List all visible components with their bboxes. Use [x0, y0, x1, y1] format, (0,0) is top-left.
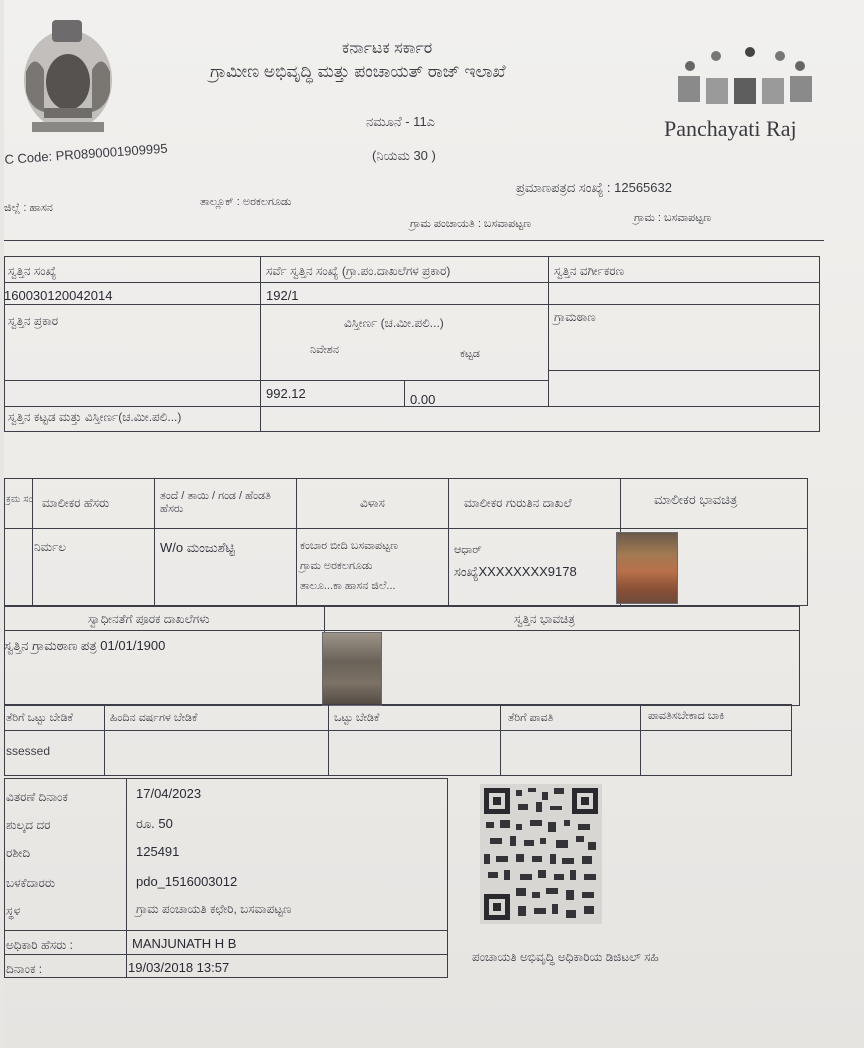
digital-signature-label: ಪಂಚಾಯತಿ ಅಭಿವೃದ್ಧಿ ಅಧಿಕಾರಿಯ ಡಿಜಿಟಲ್ ಸಹಿ [472, 950, 659, 964]
signed-date-label: ದಿನಾಂಕ : [6, 962, 43, 976]
panchayati-raj-title: Panchayati Raj [664, 116, 797, 141]
supporting-docs-label: ಸ್ವಾಧೀನತೆಗೆ ಪೂರಕ ದಾಖಲೆಗಳು [88, 612, 210, 626]
signed-date-value: 19/03/2018 13:57 [128, 960, 230, 975]
tax-paid-header: ತೆರಿಗೆ ಪಾವತಿ [508, 712, 554, 724]
rule-number: (ನಿಯಮ 30 ) [372, 148, 436, 163]
certificate-number: ಪ್ರಮಾಣಪತ್ರದ ಸಂಖ್ಯೆ : 12565632 [516, 180, 672, 195]
receipt-label: ರಶೀದಿ [6, 846, 31, 860]
certificate-code: C Code: PR0890001909995 [4, 140, 169, 167]
user-value: pdo_1516003012 [136, 874, 238, 889]
tax-total-header: ತೆರಿಗೆ ಒಟ್ಟು ಬೇಡಿಕೆ [6, 712, 73, 724]
address-line-2: ಗ್ರಾಮ ಅರಕಲಗೂಡು [300, 560, 373, 572]
village-label: ಗ್ರಾಮ : ಬಸವಾಪಟ್ಟಣ [634, 212, 712, 224]
relation-column-header: ತಂದೆ / ತಾಯಿ / ಗಂಡ / ಹೆಂಡತಿ ಹೆಸರು [160, 490, 271, 515]
tax-demand-header: ಒಟ್ಟು ಬೇಡಿಕೆ [334, 712, 380, 724]
fee-value: ರೂ. 50 [136, 816, 173, 831]
tax-previous-header: ಹಿಂದಿನ ವರ್ಷಗಳ ಬೇಡಿಕೆ [110, 712, 198, 724]
relation-value: W/o ಮಂಜುಶೆಟ್ಟಿ [160, 540, 235, 555]
officer-label: ಅಧಿಕಾರಿ ಹೆಸರು : [6, 938, 73, 952]
survey-number-label: ಸರ್ವೆ ಸ್ವತ್ತಿನ ಸಂಖ್ಯೆ (ಗ್ರಾ.ಪಂ.ದಾಖಲೆಗಳ ಪ್ರಕಾರ) [266, 264, 451, 278]
serial-column-header: ಕ್ರಮ ಸಂ [6, 494, 33, 505]
district-label: ಜಿಲ್ಲೆ : ಹಾಸನ [4, 202, 53, 214]
address-line-1: ಕಂಬಾರ ಬೀದಿ ಬಸವಾಪಟ್ಟಣ [300, 540, 398, 552]
property-number-label: ಸ್ವತ್ತಿನ ಸಂಖ್ಯೆ [8, 264, 57, 278]
classification-value: ಗ್ರಾಮಠಾಣ [554, 310, 596, 324]
receipt-value: 125491 [136, 844, 180, 859]
site-label: ನಿವೇಶನ [310, 344, 339, 356]
tax-balance-header: ಪಾವತಿಸಬೇಕಾದ ಬಾಕಿ [648, 710, 725, 722]
owner-name-value: ನಿರ್ಮಲ [34, 540, 67, 554]
form-name: ನಮೂನೆ - 11ಎ [366, 114, 436, 129]
id-type: ಆಧಾರ್ [454, 544, 482, 556]
property-type-label: ಸ್ವತ್ತಿನ ಪ್ರಕಾರ [8, 314, 59, 328]
user-label: ಬಳಕೆದಾರರು [6, 876, 56, 890]
site-area-value: 992.12 [266, 386, 306, 401]
department-title: ಗ್ರಾಮೀಣ ಅಭಿವೃದ್ಧಿ ಮತ್ತು ಪಂಚಾಯತ್ ರಾಜ್ ಇಲಾಖೆ [210, 62, 506, 81]
owner-name-column-header: ಮಾಲೀಕರ ಹೆಸರು [42, 496, 110, 510]
qr-code [480, 784, 602, 924]
building-area-value: 0.00 [410, 392, 436, 407]
area-label: ವಿಸ್ತೀರ್ಣ (ಚ.ಮೀ.ಪಲಿ...) [344, 316, 444, 330]
property-boundary-label: ಸ್ವತ್ತಿನ ಕಟ್ಟಡ ಮತ್ತು ವಿಸ್ತೀರ್ಣ(ಚ.ಮೀ.ಪಲಿ...) [8, 410, 182, 424]
supporting-docs-value: ಸ್ವತ್ತಿನ ಗ್ರಾಮಠಾಣ ಪತ್ರ 01/01/1900 [4, 638, 166, 653]
gram-panchayat-label: ಗ್ರಾಮ ಪಂಚಾಯತಿ : ಬಸವಾಪಟ್ಟಣ [410, 218, 531, 230]
owner-photo [616, 532, 678, 604]
address-column-header: ವಿಳಾಸ [360, 496, 385, 510]
taluk-label: ತಾಲ್ಲೂಕ್ : ಅರಕಲಗೂಡು [200, 196, 292, 208]
document-page [4, 0, 864, 1048]
tax-row-status: ssessed [6, 744, 51, 758]
property-photo [322, 632, 382, 706]
fee-label: ಶುಲ್ಕದ ದರ [6, 818, 51, 832]
address-line-3: ತಾಲೂ...ಕಾ ಹಾಸನ ಜಿಲೆ... [300, 580, 396, 592]
photo-column-header: ಮಾಲೀಕರ ಭಾವಚಿತ್ರ [654, 492, 738, 507]
id-number: ಸಂಖ್ಯೆXXXXXXXX9178 [454, 564, 577, 579]
building-label: ಕಟ್ಟಡ [460, 348, 480, 360]
property-number-value: 160030120042014 [4, 288, 113, 303]
government-title: ಕರ್ನಾಟಕ ಸರ್ಕಾರ [342, 40, 433, 57]
place-label: ಸ್ಥಳ [6, 904, 21, 918]
place-value: ಗ್ರಾಮ ಪಂಚಾಯತಿ ಕಛೇರಿ, ಬಸವಾಪಟ್ಟಣ [136, 902, 292, 916]
panchayati-raj-logo [668, 44, 818, 116]
issue-date-value: 17/04/2023 [136, 786, 202, 801]
classification-label: ಸ್ವತ್ತಿನ ವರ್ಗೀಕರಣ [554, 264, 625, 278]
property-photo-label: ಸ್ವತ್ತಿನ ಭಾವಚಿತ್ರ [514, 612, 575, 626]
karnataka-emblem-logo [14, 12, 122, 140]
header-divider [4, 240, 824, 241]
officer-value: MANJUNATH H B [132, 936, 237, 951]
issue-date-label: ವಿತರಣೆ ದಿನಾಂಕ [6, 790, 68, 804]
id-column-header: ಮಾಲೀಕರ ಗುರುತಿನ ದಾಖಲೆ [464, 496, 572, 510]
survey-number-value: 192/1 [266, 288, 299, 303]
